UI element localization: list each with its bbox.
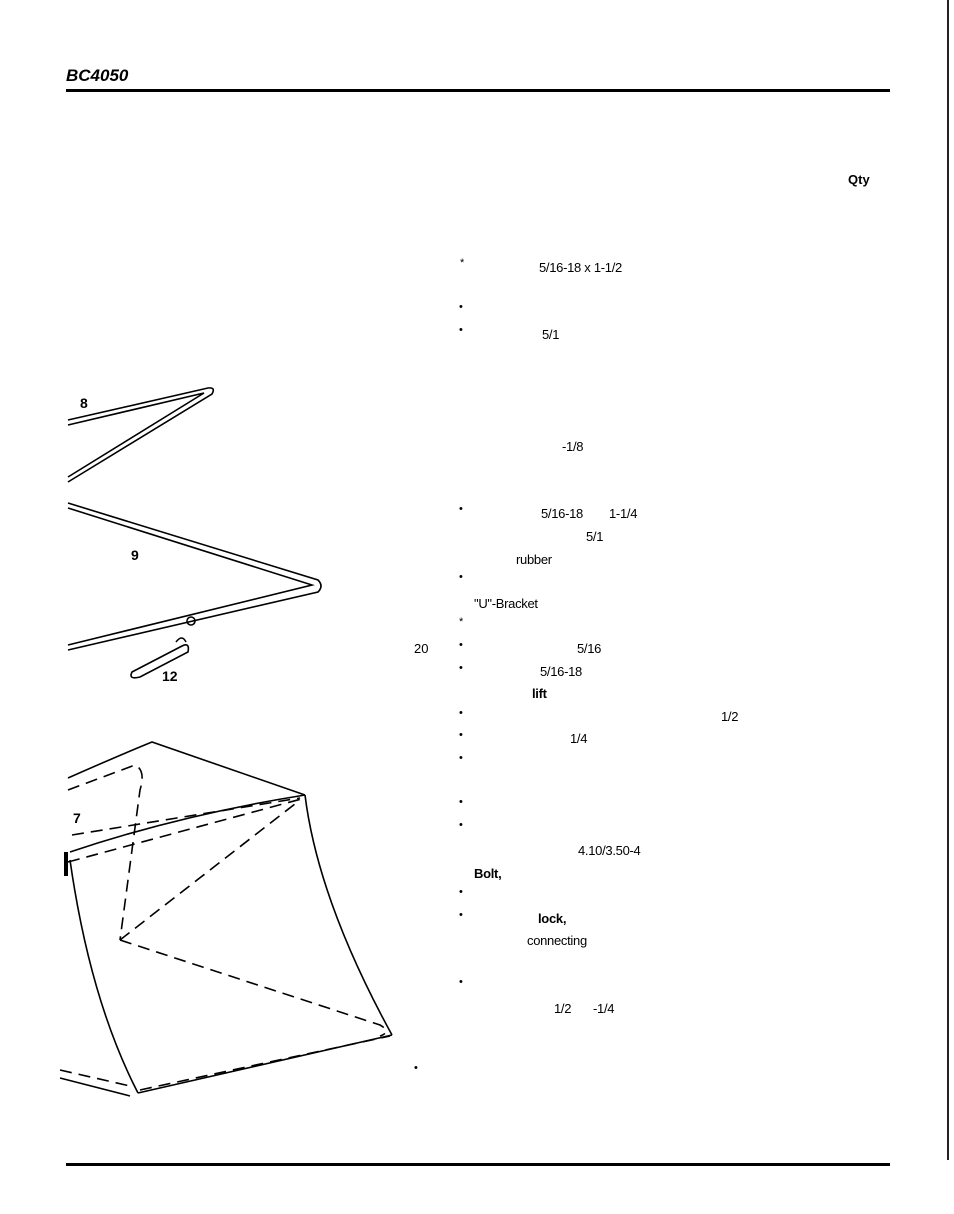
spec-fragment: -1/8 [562,439,584,454]
spec-fragment: "U"-Bracket [474,596,538,611]
spec-fragment: 1/2 [554,1001,572,1016]
part-7-cover [60,742,392,1096]
spec-fragment: lock, [538,911,567,926]
spec-fragment: -1/4 [593,1001,615,1016]
part-9-wire [68,503,321,650]
callout-7: 7 [73,810,81,826]
spec-fragment: lift [532,686,547,701]
spec-fragment: 5/16-18 [541,506,583,521]
spec-fragment: 5/16 [577,641,602,656]
spec-fragment: Bolt, [474,866,502,881]
callout-8: 8 [80,395,88,411]
spec-fragment: 1/2 [721,709,739,724]
spec-fragment: 5/16-18 [540,664,582,679]
callout-9: 9 [131,547,139,563]
part-12-pin [131,638,188,678]
spec-fragment: connecting [527,933,587,948]
header-model-number: BC4050 [66,66,129,85]
callout-12: 12 [162,668,178,684]
spec-fragment: 4.10/3.50-4 [578,843,641,858]
footer-rule [66,1163,890,1166]
qty-column-header: Qty [848,172,870,187]
spec-fragment: 1/4 [570,731,588,746]
spec-fragment: 5/1 [586,529,604,544]
spec-fragment: 1-1/4 [609,506,638,521]
spec-fragment: rubber [516,552,552,567]
spec-fragment: 5/16-18 x 1-1/2 [539,260,622,275]
callout-20: 20 [414,641,429,656]
spec-fragment: 5/1 [542,327,560,342]
part-8-wire [68,388,213,482]
